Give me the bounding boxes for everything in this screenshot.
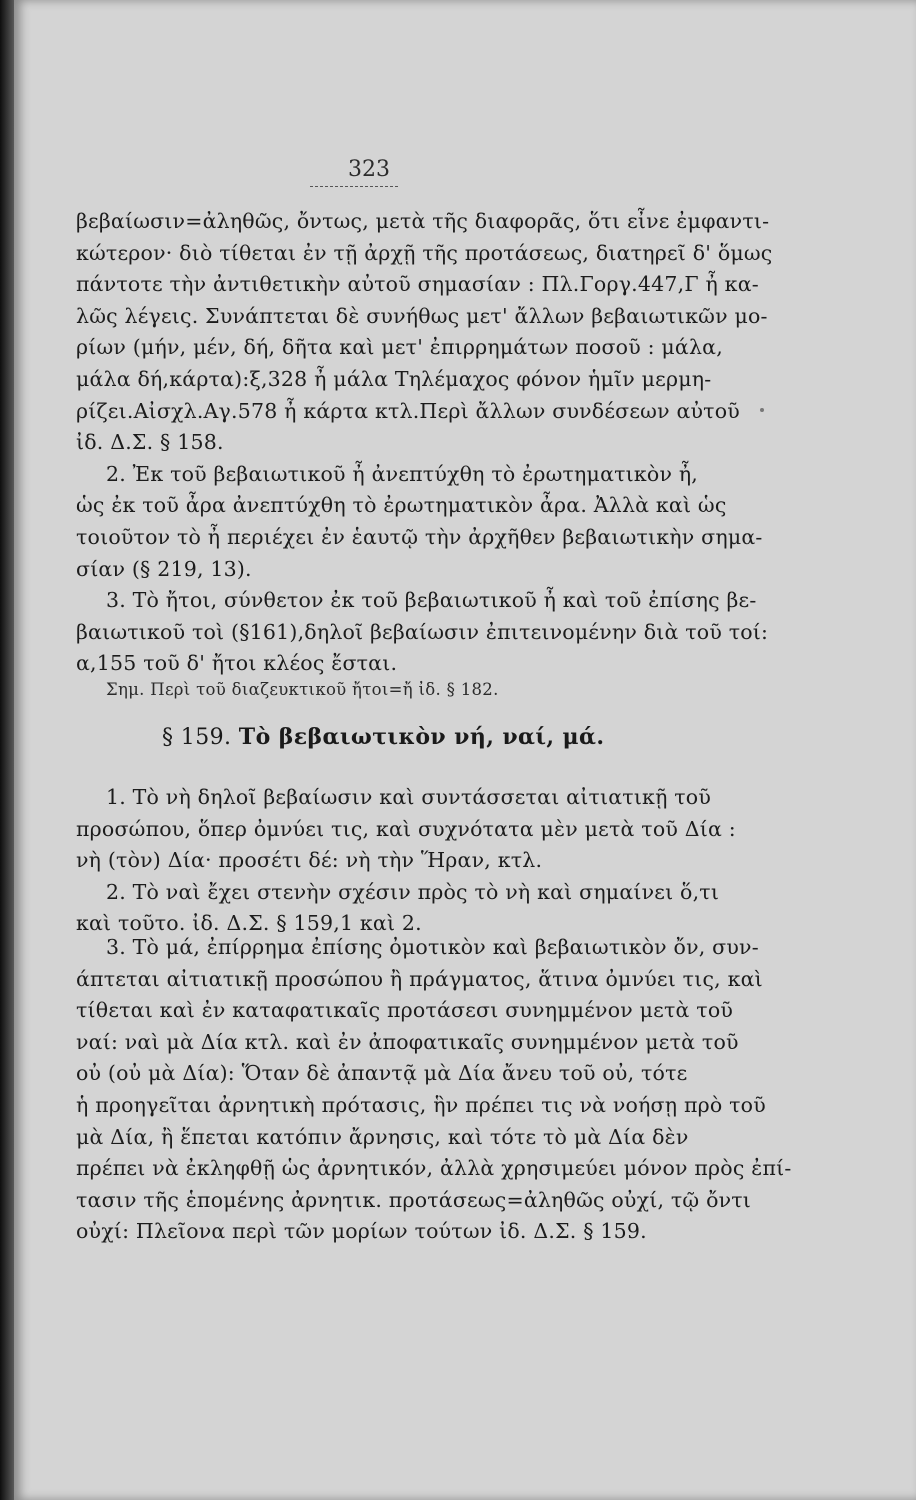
- text-line: ἡ προηγεῖται ἀρνητικὴ πρότασις, ἣν πρέπει τις νὰ νοήσῃ πρὸ τοῦ: [76, 1092, 766, 1117]
- text-line: κώτερον· διὸ τίθεται ἐν τῇ ἀρχῇ τῆς προτάσεως, διατηρεῖ δ' ὅμως: [76, 240, 773, 265]
- text-line: ρίων (μήν, μέν, δή, δῆτα καὶ μετ' ἐπιρρημάτων ποσοῦ : μάλα,: [76, 335, 723, 360]
- text-line: 3. Τὸ μά, ἐπίρρημα ἐπίσης ὀμοτικὸν καὶ βεβαιωτικὸν ὄν, συν-: [106, 935, 759, 959]
- paper-speck: [760, 408, 764, 412]
- section-159-paragraph-3: [76, 932, 792, 1248]
- book-page: [14, 0, 916, 1500]
- text-line: 3. Τὸ ἤτοι, σύνθετον ἐκ τοῦ βεβαιωτικοῦ ἦ καὶ τοῦ ἐπίσης βε-: [106, 588, 757, 613]
- text-line: λῶς λέγεις. Συνάπτεται δὲ συνήθως μετ' ἄλλων βεβαιωτικῶν μο-: [76, 303, 768, 328]
- section-159-heading: [162, 724, 604, 750]
- text-line: οὐ (οὐ μὰ Δία): Ὅταν δὲ ἀπαντᾷ μὰ Δία ἄνευ τοῦ οὐ, τότε: [76, 1061, 688, 1086]
- section-159-paragraphs-1-2: [76, 782, 736, 940]
- text-line: τοιοῦτον τὸ ἦ περιέχει ἐν ἑαυτῷ τὴν ἀρχῆθεν βεβαιωτικὴν σημα-: [76, 524, 763, 549]
- text-line: α,155 τοῦ δ' ἤτοι κλέος ἔσται.: [76, 651, 398, 676]
- section-number: § 159.: [162, 725, 232, 750]
- text-line: οὐχί: Πλεῖονα περὶ τῶν μορίων τούτων ἰδ. Δ.Σ. § 159.: [76, 1219, 647, 1244]
- footnote: Σημ. Περὶ τοῦ διαζευκτικοῦ ἤτοι=ἤ ἰδ. § 182.: [106, 680, 499, 699]
- text-line: βαιωτικοῦ τοὶ (§161),δηλοῖ βεβαίωσιν ἐπιτεινομένην διὰ τοῦ τοί:: [76, 619, 769, 644]
- section-title: Τὸ βεβαιωτικὸν νή, ναί, μά.: [238, 724, 605, 750]
- text-line: τασιν τῆς ἑπομένης ἀρνητικ. προτάσεως=ἀληθῶς οὐχί, τῷ ὄντι: [76, 1187, 752, 1212]
- text-line: τίθεται καὶ ἐν καταφατικαῖς προτάσεσι συνημμένον μετὰ τοῦ: [76, 998, 734, 1023]
- text-line: 2. Ἐκ τοῦ βεβαιωτικοῦ ἦ ἀνεπτύχθη τὸ ἐρωτηματικὸν ἦ,: [106, 461, 699, 486]
- text-line: βεβαίωσιν=ἀληθῶς, ὄντως, μετὰ τῆς διαφορᾶς, ὅτι εἶνε ἐμφαντι-: [76, 209, 770, 233]
- text-line: προσώπου, ὅπερ ὀμνύει τις, καὶ συχνότατα μὲν μετὰ τοῦ Δία :: [76, 816, 736, 841]
- text-line: ὡς ἐκ τοῦ ἆρα ἀνεπτύχθη τὸ ἐρωτηματικὸν ἆρα. Ἀλλὰ καὶ ὡς: [76, 493, 727, 518]
- text-line: ναί: ναὶ μὰ Δία κτλ. καὶ ἐν ἀποφατικαῖς συνημμένον μετὰ τοῦ: [76, 1029, 739, 1054]
- section-158-continuation: [76, 206, 773, 680]
- text-line: 2. Τὸ ναὶ ἔχει στενὴν σχέσιν πρὸς τὸ νὴ καὶ σημαίνει ὅ,τι: [106, 879, 720, 904]
- text-line: ρίζει.Αἰσχλ.Αγ.578 ἦ κάρτα κτλ.Περὶ ἄλλων συνδέσεων αὐτοῦ: [76, 398, 740, 423]
- page-number-rule: [310, 186, 398, 188]
- text-line: 1. Τὸ νὴ δηλοῖ βεβαίωσιν καὶ συντάσσεται αἰτιατικῇ τοῦ: [106, 785, 712, 809]
- text-line: σίαν (§ 219, 13).: [76, 556, 252, 581]
- text-line: άπτεται αἰτιατικῇ προσώπου ἢ πράγματος, ἅτινα ὀμνύει τις, καὶ: [76, 966, 763, 991]
- page-number: 323: [348, 157, 390, 182]
- text-line: νὴ (τὸν) Δία· προσέτι δέ: νὴ τὴν Ἥραν, κτλ.: [76, 848, 543, 873]
- text-line: πάντοτε τὴν ἀντιθετικὴν αὐτοῦ σημασίαν : Πλ.Γοργ.447,Γ ἦ κα-: [76, 272, 759, 297]
- text-line: μὰ Δία, ἢ ἕπεται κατόπιν ἄρνησις, καὶ τότε τὸ μὰ Δία δὲν: [76, 1124, 689, 1149]
- text-line: ἰδ. Δ.Σ. § 158.: [76, 430, 224, 455]
- book-binding-edge: [0, 0, 14, 1500]
- text-line: μάλα δή,κάρτα):ξ,328 ἦ μάλα Τηλέμαχος φόνον ἡμῖν μερμη-: [76, 366, 712, 391]
- text-line: καὶ τοῦτο. ἰδ. Δ.Σ. § 159,1 καὶ 2.: [76, 911, 422, 936]
- text-line: πρέπει νὰ ἐκληφθῇ ὡς ἀρνητικόν, ἀλλὰ χρησιμεύει μόνον πρὸς ἐπί-: [76, 1156, 792, 1181]
